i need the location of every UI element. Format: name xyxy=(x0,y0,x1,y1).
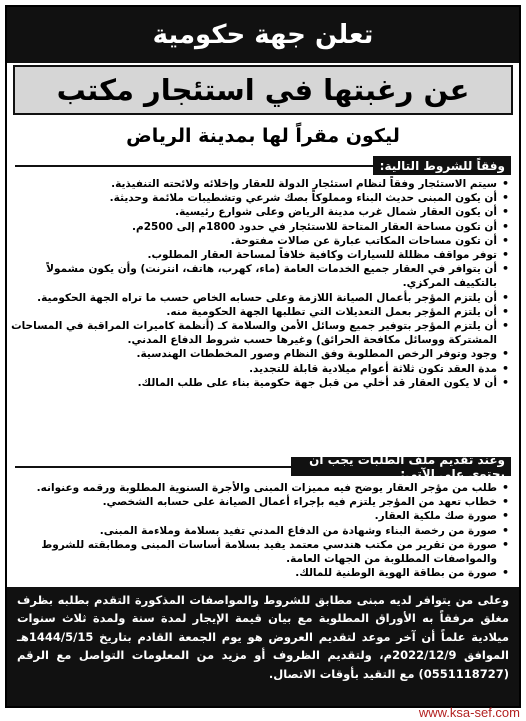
ad-subtitle: عن رغبتها في استئجار مكتب xyxy=(13,65,513,115)
section-divider xyxy=(15,165,375,167)
list-item: • أن تكون مساحات المكاتب عبارة عن صالات مفتوحة. xyxy=(11,234,509,248)
application-list xyxy=(11,481,509,580)
list-item: • أن يلتزم المؤجر بعمل التعديلات التي تطلبها الجهة الحكومية منه. xyxy=(11,305,509,319)
website-link[interactable]: www.ksa-sef.com xyxy=(418,705,520,720)
list-item: • أن يلتزم المؤجر بأعمال الصيانة اللازمة وعلى حسابه الخاص حسب ما تراه الجهة الحكومية. xyxy=(11,291,509,305)
ad-frame xyxy=(5,5,521,708)
conditions-heading: وفقاً للشروط التالية: xyxy=(373,156,511,175)
list-item: • طلب من مؤجر العقار يوضح فيه مميزات المبنى والأجرة السنوية المطلوبة ورقمه وعنوانه. xyxy=(11,481,509,495)
conditions-list xyxy=(11,177,509,390)
list-item: • أن يتوافر في العقار جميع الخدمات العامة (ماء، كهرب، هاتف، انترنت) وأن يكون مشمولاً بالتكييف المركزي. xyxy=(11,262,509,290)
list-item: • صورة من تقرير من مكتب هندسي معتمد يفيد بسلامة أساسات المبنى ومطابقته للشروط والمواصفات المطلوبة من الجهات العامة. xyxy=(11,538,509,566)
list-item: • أن يكون المبنى حديث البناء ومملوكاً بصك شرعي وتشطيبات ملائمة وحديثة. xyxy=(11,191,509,205)
list-item: • أن يلتزم المؤجر بتوفير جميع وسائل الأمن والسلامة كـ (أنظمة كاميرات المراقبة في المساحات المشتركة ووسائل مكافحة الحرائق) وغيرها حسب شروط الدفاع المدني. xyxy=(11,319,509,347)
list-item: • صورة صك ملكية العقار. xyxy=(11,509,509,523)
ad-title: تعلن جهة حكومية xyxy=(7,7,519,63)
list-item: • صورة من رخصة البناء وشهادة من الدفاع المدني تفيد بسلامة وملاءمة المبنى. xyxy=(11,524,509,538)
list-item: • وجود وتوفر الرخص المطلوبة وفق النظام وصور المخططات الهندسية. xyxy=(11,347,509,361)
list-item: • أن يكون العقار شمال غرب مدينة الرياض وعلى شوارع رئيسية. xyxy=(11,205,509,219)
closing-paragraph: وعلى من يتوافر لديه مبنى مطابق للشروط والمواصفات المذكورة التقدم بطلبه بظرف مغلق مرفقاً به الأوراق المطلوبة مع بيان قيمة الإيجار لمدة سنة ولمدة ثلاث سنوات ميلادية علماً أن آخر موعد لتقديم العروض هو يوم الجمعة القادم بتاريخ 1444/5/15هـ الموافق 2022/12/9م، ولتقديم الظروف أو مزيد من المعلومات التواصل مع الرقم (0551118727) مع التقيد بأوقات الاتصال. xyxy=(7,587,519,708)
list-item: • مدة العقد تكون ثلاثة أعوام ميلادية قابلة للتجديد. xyxy=(11,362,509,376)
ad-location: ليكون مقراً لها بمدينة الرياض xyxy=(126,125,400,147)
list-item: • أن لا يكون العقار قد أخلي من قبل جهة حكومية بناء على طلب المالك. xyxy=(11,376,509,390)
list-item: • خطاب تعهد من المؤجر يلتزم فيه بإجراء أعمال الصيانة على حسابه الشخصي. xyxy=(11,495,509,509)
list-item: • سيتم الاستئجار وفقاً لنظام استئجار الدولة للعقار وإخلائه ولائحته التنفيذية. xyxy=(11,177,509,191)
section-divider xyxy=(15,466,295,468)
list-item: • صورة من بطاقة الهوية الوطنية للمالك. xyxy=(11,566,509,580)
list-item: • أن تكون مساحة العقار المتاحة للاستئجار في حدود 1800م إلى 2500م. xyxy=(11,220,509,234)
list-item: • توفر مواقف مظللة للسيارات وكافية خلافاً لمساحة العقار المطلوب. xyxy=(11,248,509,262)
application-heading: وعند تقديم ملف الطلبات يجب أن يحتوي على الآتي: xyxy=(291,457,511,476)
